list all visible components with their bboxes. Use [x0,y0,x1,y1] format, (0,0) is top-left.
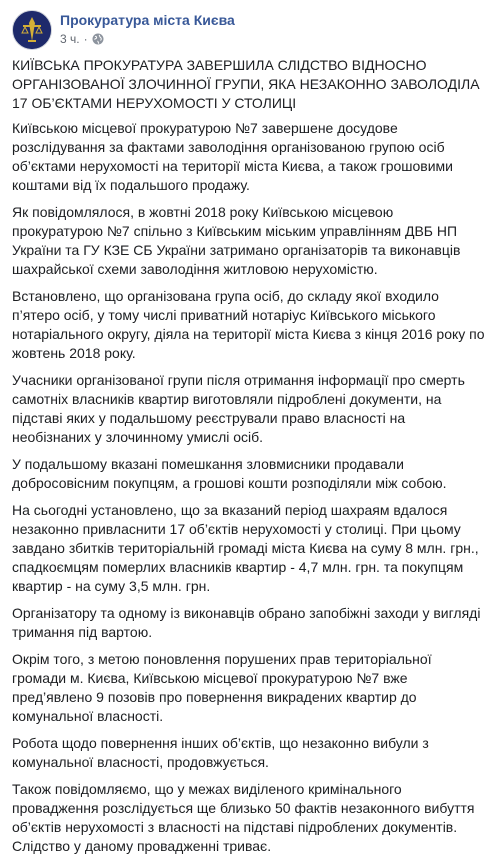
post-paragraph: Організатору та одному із виконавців обрано запобіжні заходи у вигляді тримання під вартою. [12,605,481,640]
post-meta [60,11,235,47]
globe-icon[interactable] [92,33,104,45]
post-headline: КИЇВСЬКА ПРОКУРАТУРА ЗАВЕРШИЛА СЛІДСТВО ВІДНОСНО ОРГАНІЗОВАНОЇ ЗЛОЧИННОЇ ГРУПИ, ЯКА НЕЗАКОННО ЗАВОЛОДІЛА 17 ОБ’ЄКТАМИ НЕРУХОМОСТІ У СТОЛИЦІ [12,57,480,111]
page-name-link[interactable]: Прокуратура міста Києва [60,12,235,28]
post-header [12,0,485,52]
post-paragraph: Київською місцевої прокуратурою №7 завершене досудове розслідування за фактами заволодіння організованою групою осіб об’єктами нерухомості на території міста Києва, а також грошовими коштами від їх подальшого продажу. [12,120,453,193]
post-paragraph: У подальшому вказані помешкання зловмисники продавали добросовісним покупцям, а грошові кошти розподіляли між собою. [12,456,447,491]
post-paragraph: Робота щодо повернення інших об’єктів, що незаконно вибули з комунальної власності, продовжується. [12,735,429,770]
separator-dot: · [83,32,88,46]
post-body [12,56,485,856]
post-paragraph: Як повідомлялося, в жовтні 2018 року Київською місцевою прокуратурою №7 спільно з Київським міським управлінням ДВБ НП України та ГУ КЗЕ СБ України затримано організаторів та виконавців шахрайської схеми заволодіння житловою нерухомістю. [12,204,461,277]
post-paragraph: Також повідомляємо, що у межах виділеного кримінального провадження розслідується ще близько 50 фактів незаконного вибуття об’єктів нерухомості з власності на підставі підроблених документів. Слідство у даному провадженні триває. [12,781,475,854]
post-paragraph: Встановлено, що організована група осіб, до складу якої входило п’ятеро осіб, у тому числі приватний нотаріус Київського міського нотаріального округу, діяла на території міста Києва з кінця 2016 року по жовтень 2018 року. [12,288,485,361]
post-paragraph: На сьогодні установлено, що за вказаний період шахраям вдалося незаконно привласнити 17 об’єктів нерухомості у столиці. При цьому завдано збитків територіальній громаді міста Києва на суму 8 млн. грн., спадкоємцям померлих власників квартир - 4,7 млн. грн. та покупцям квартир - на суму 3,5 млн. грн. [12,502,479,594]
post-timestamp[interactable]: 3 ч. [60,32,80,46]
page-avatar[interactable] [12,10,52,50]
post-paragraph: Окрім того, з метою поновлення порушених прав територіальної громади м. Києва, Київською місцевої прокуратурою №7 вже пред’явлено 9 позовів про повернення викрадених квартир до комунальної власності. [12,651,432,724]
prosecutor-emblem-icon [13,11,51,49]
post-subline [60,31,235,47]
post-paragraph: Учасники організованої групи після отримання інформації про смерть самотніх власників квартир виготовляли підроблені документи, на підставі яких у подальшому реєстрували право власності на необізнаних у злочинному умислі осіб. [12,372,465,445]
